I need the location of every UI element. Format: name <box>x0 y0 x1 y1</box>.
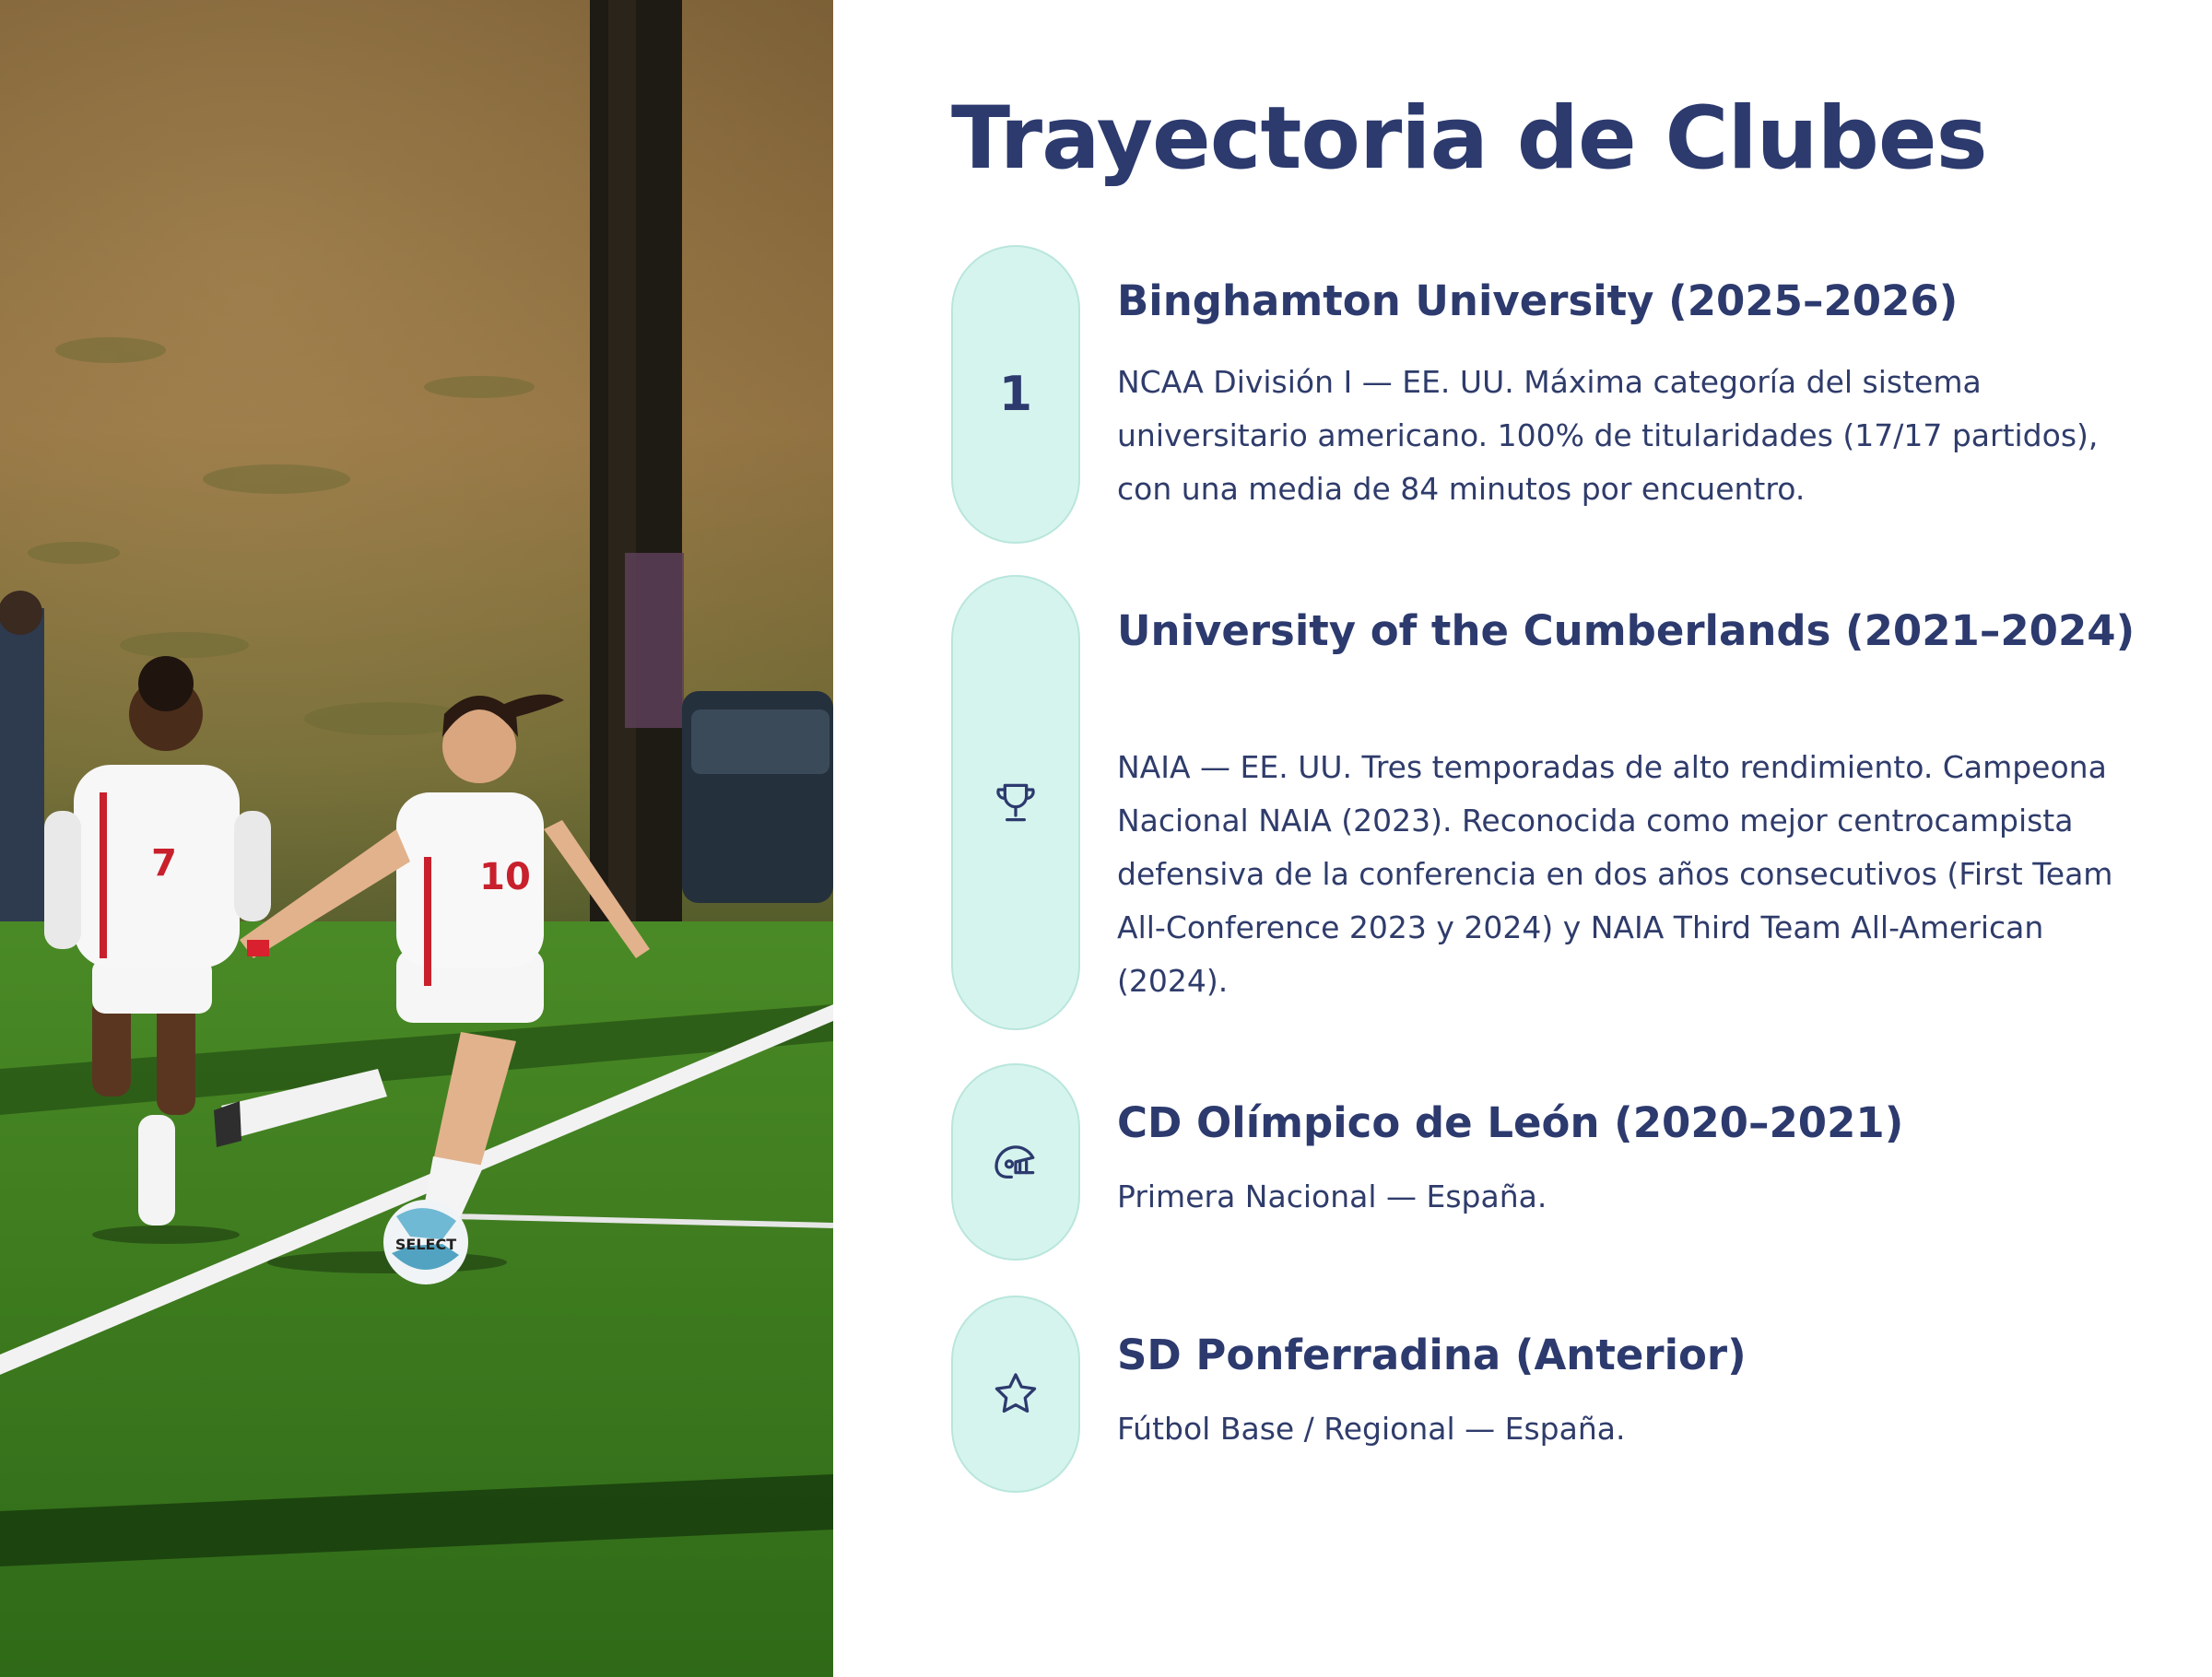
club-description: Primera Nacional — España. <box>1117 1179 1547 1214</box>
ball-brand-text: SELECT <box>394 1236 457 1253</box>
club-title: SD Ponferradina (Anterior) <box>1117 1331 1747 1379</box>
helmet-icon <box>990 1136 1041 1188</box>
club-description: Fútbol Base / Regional — España. <box>1117 1411 1626 1447</box>
page-title: Trayectoria de Clubes <box>951 88 1987 189</box>
club-description: NCAA División I — EE. UU. Máxima categoría del sistema universitario americano. 100% de titularidades (17/17 partidos), con una media de 84 minutos por encuentro. <box>1117 364 2099 507</box>
club-entry-cumberlands <box>951 575 2140 1030</box>
club-badge-2 <box>951 575 1080 1030</box>
player-7-number: 7 <box>151 842 177 885</box>
club-description: NAIA — EE. UU. Tres temporadas de alto rendimiento. Campeona Nacional NAIA (2023). Reconocida como mejor centrocampista defensiva de la conferencia en dos años consecutivos (First Team All-Conference 2023 y 2024) y NAIA Third Team All-American (2024). <box>1117 749 2113 999</box>
club-badge-1 <box>951 245 1080 544</box>
badge-number: 1 <box>998 367 1033 422</box>
club-title: University of the Cumberlands (2021–2024) <box>1117 606 2136 655</box>
soccer-players-photo <box>0 0 833 1677</box>
club-entry-olimpico-leon <box>951 1063 2140 1261</box>
player-10-number: 10 <box>479 856 531 898</box>
soccer-ball <box>383 1200 468 1284</box>
club-title: CD Olímpico de León (2020–2021) <box>1117 1098 1904 1147</box>
pole-banner <box>625 553 684 728</box>
club-badge-4 <box>951 1296 1080 1493</box>
trophy-icon <box>990 777 1041 828</box>
star-icon <box>990 1368 1041 1420</box>
club-title: Binghamton University (2025–2026) <box>1117 276 1959 325</box>
club-entry-ponferradina <box>951 1296 2140 1493</box>
club-entry-binghamton <box>951 245 2140 544</box>
club-badge-3 <box>951 1063 1080 1261</box>
